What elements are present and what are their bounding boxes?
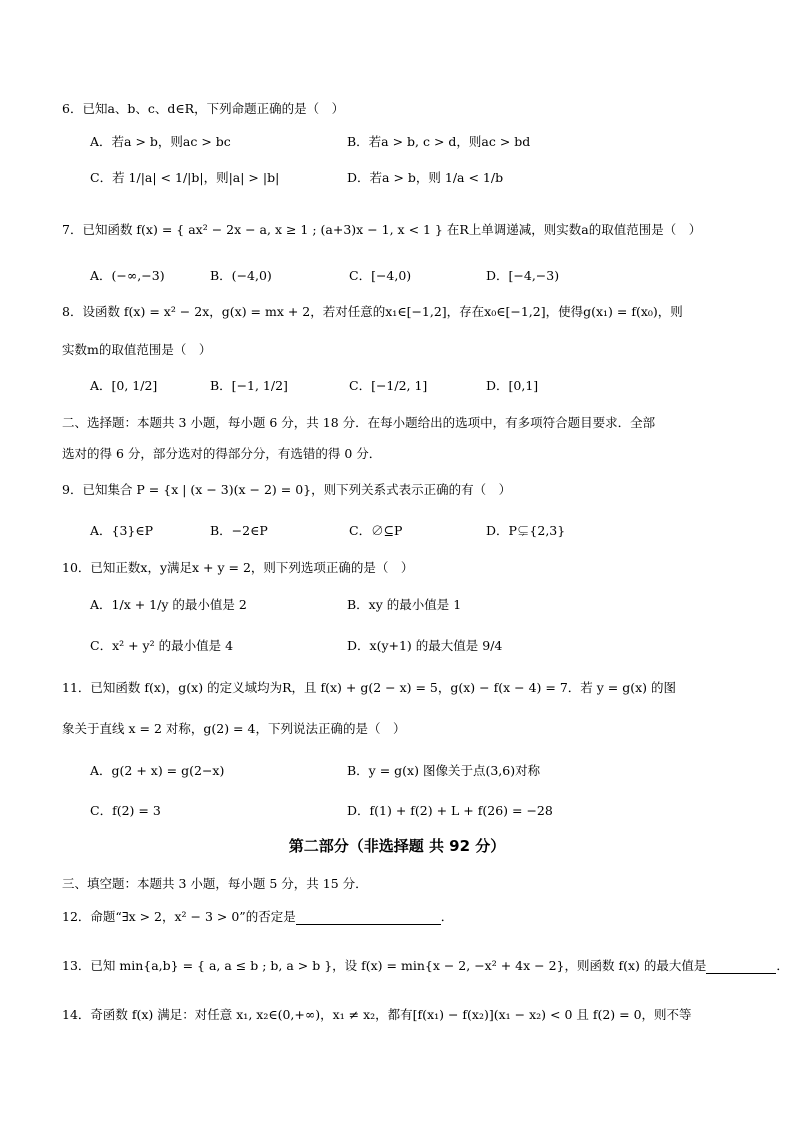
q11-stem-line2: 象关于直线 x = 2 对称，g(2) = 4，下列说法正确的是（ ） [62,721,406,736]
q11-stem-line1: 11．已知函数 f(x)，g(x) 的定义域均为R，且 f(x) + g(2 − x) = 5，g(x) − f(x − 4) = 7．若 y = g(x) 的图 [62,680,677,695]
q12-end: ． [440,909,454,924]
q10-option-c: C．x² + y² 的最小值是 4 [90,638,234,653]
q11-option-d: D．f(1) + f(2) + L + f(26) = −28 [347,803,553,818]
q9-option-a: A．{3}∈P [90,523,154,538]
q7-stem: 7．已知函数 f(x) = { ax² − 2x − a, x ≥ 1 ; (a+3)x − 1, x < 1 } 在R上单调递减，则实数a的取值范围是（ ） [62,222,702,237]
q9-option-c: C．∅⊆P [349,523,403,538]
q8-option-a: A．[0, 1/2] [90,378,158,393]
q8-stem-line2: 实数m的取值范围是（ ） [62,342,212,357]
q8-option-c: C．[−1/2, 1] [349,378,428,393]
q10-option-d: D．x(y+1) 的最大值是 9/4 [347,638,503,653]
q13-answer-blank[interactable] [706,957,776,974]
section2-instructions-line2: 选对的得 6 分，部分选对的得部分分，有选错的得 0 分． [62,446,382,461]
section2-instructions-line1: 二、选择题：本题共 3 小题，每小题 6 分，共 18 分．在每小题给出的选项中，有多项符合题目要求．全部 [62,415,656,430]
q8-option-b: B．[−1, 1/2] [210,378,288,393]
q12-line [62,908,453,925]
q12-answer-blank[interactable] [296,908,441,925]
q6-option-c: C．若 1/|a| < 1/|b|，则|a| > |b| [90,170,280,185]
q7-option-b: B．(−4,0) [210,268,272,283]
q13-line [62,957,789,974]
q6-stem: 6．已知a、b、c、d∈R，下列命题正确的是（ ） [62,101,345,116]
q6-option-d: D．若a > b，则 1/a < 1/b [347,170,504,185]
q9-option-d: D．P⊊{2,3} [486,523,566,538]
q8-option-d: D．[0,1] [486,378,539,393]
q7-option-a: A．(−∞,−3) [90,268,165,283]
q11-option-b: B．y = g(x) 图像关于点(3,6)对称 [347,763,541,778]
q6-option-a: A．若a > b，则ac > bc [90,134,231,149]
q6-option-b: B．若a > b, c > d，则ac > bd [347,134,531,149]
q8-stem-line1: 8．设函数 f(x) = x² − 2x，g(x) = mx + 2，若对任意的x₁∈[−1,2]，存在x₀∈[−1,2]，使得g(x₁) = f(x₀)，则 [62,304,683,319]
q9-option-b: B．−2∈P [210,523,268,538]
q10-stem: 10．已知正数x，y满足x + y = 2，则下列选项正确的是（ ） [62,560,414,575]
q11-option-a: A．g(2 + x) = g(2−x) [90,763,225,778]
q12-stem: 12．命题“∃x > 2，x² − 3 > 0”的否定是 [62,909,296,924]
q13-end: ． [776,958,789,973]
q10-option-a: A．1/x + 1/y 的最小值是 2 [90,597,247,612]
part2-title: 第二部分（非选择题 共 92 分） [288,837,506,855]
q13-stem: 13．已知 min{a,b} = { a, a ≤ b ; b, a > b }，设 f(x) = min{x − 2, −x² + 4x − 2}，则函数 f(x) 的最大值是 [62,958,707,973]
section3-instructions: 三、填空题：本题共 3 小题，每小题 5 分，共 15 分． [62,876,368,891]
q11-option-c: C．f(2) = 3 [90,803,161,818]
q10-option-b: B．xy 的最小值是 1 [347,597,462,612]
q14-stem: 14．奇函数 f(x) 满足：对任意 x₁, x₂∈(0,+∞)，x₁ ≠ x₂，都有[f(x₁) − f(x₂)](x₁ − x₂) < 0 且 f(2) = 0，则不等 [62,1007,692,1022]
q7-option-d: D．[−4,−3) [486,268,560,283]
q7-option-c: C．[−4,0) [349,268,412,283]
q9-stem: 9．已知集合 P = {x | (x − 3)(x − 2) = 0}，则下列关系式表示正确的有（ ） [62,482,512,497]
